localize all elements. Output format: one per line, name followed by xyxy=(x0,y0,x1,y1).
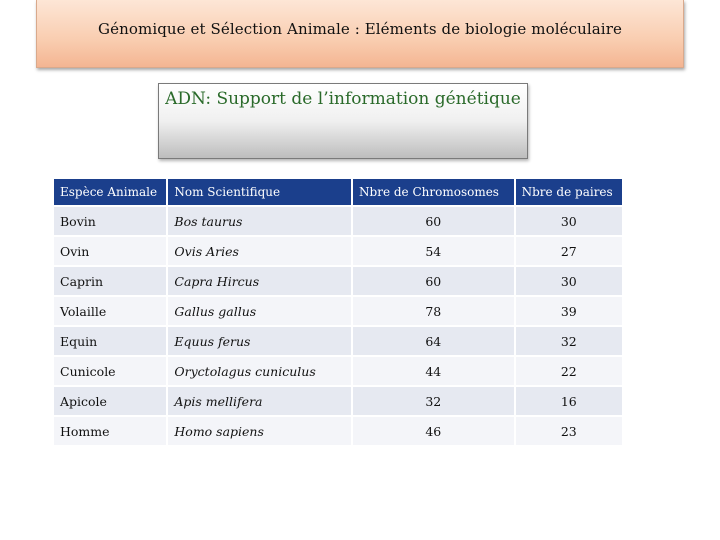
header-chromosome-count: Nbre de Chromosomes xyxy=(353,179,514,205)
cell-species: Volaille xyxy=(54,297,166,325)
cell-species: Bovin xyxy=(54,207,166,235)
cell-species: Ovin xyxy=(54,237,166,265)
cell-pairs: 30 xyxy=(516,267,622,295)
subtitle-text: ADN: Support de l’information génétique xyxy=(165,89,521,109)
cell-pairs: 22 xyxy=(516,357,622,385)
cell-scientific-name: Apis mellifera xyxy=(168,387,351,415)
header-scientific-name: Nom Scientifique xyxy=(168,179,351,205)
cell-species: Apicole xyxy=(54,387,166,415)
cell-chromosomes: 46 xyxy=(353,417,514,445)
header-banner xyxy=(36,0,684,68)
cell-species: Caprin xyxy=(54,267,166,295)
cell-species: Cunicole xyxy=(54,357,166,385)
cell-scientific-name: Capra Hircus xyxy=(168,267,351,295)
cell-species: Equin xyxy=(54,327,166,355)
cell-chromosomes: 54 xyxy=(353,237,514,265)
table-row xyxy=(54,267,622,295)
species-chromosome-table xyxy=(52,177,624,447)
cell-scientific-name: Gallus gallus xyxy=(168,297,351,325)
subtitle-box xyxy=(158,83,528,159)
cell-chromosomes: 64 xyxy=(353,327,514,355)
table-row xyxy=(54,207,622,235)
cell-pairs: 23 xyxy=(516,417,622,445)
table-row xyxy=(54,387,622,415)
cell-scientific-name: Ovis Aries xyxy=(168,237,351,265)
table-header-row xyxy=(54,179,622,205)
cell-scientific-name: Bos taurus xyxy=(168,207,351,235)
table-row xyxy=(54,417,622,445)
cell-pairs: 32 xyxy=(516,327,622,355)
cell-chromosomes: 60 xyxy=(353,207,514,235)
cell-scientific-name: Homo sapiens xyxy=(168,417,351,445)
cell-pairs: 16 xyxy=(516,387,622,415)
cell-chromosomes: 78 xyxy=(353,297,514,325)
cell-chromosomes: 32 xyxy=(353,387,514,415)
table-row xyxy=(54,297,622,325)
cell-pairs: 39 xyxy=(516,297,622,325)
table-row xyxy=(54,357,622,385)
cell-pairs: 27 xyxy=(516,237,622,265)
cell-scientific-name: Equus ferus xyxy=(168,327,351,355)
cell-pairs: 30 xyxy=(516,207,622,235)
page-title: Génomique et Sélection Animale : Eléments de biologie moléculaire xyxy=(98,19,622,38)
header-pair-count: Nbre de paires xyxy=(516,179,622,205)
header-species: Espèce Animale xyxy=(54,179,166,205)
cell-scientific-name: Oryctolagus cuniculus xyxy=(168,357,351,385)
cell-chromosomes: 44 xyxy=(353,357,514,385)
cell-species: Homme xyxy=(54,417,166,445)
table-row xyxy=(54,237,622,265)
cell-chromosomes: 60 xyxy=(353,267,514,295)
table-row xyxy=(54,327,622,355)
